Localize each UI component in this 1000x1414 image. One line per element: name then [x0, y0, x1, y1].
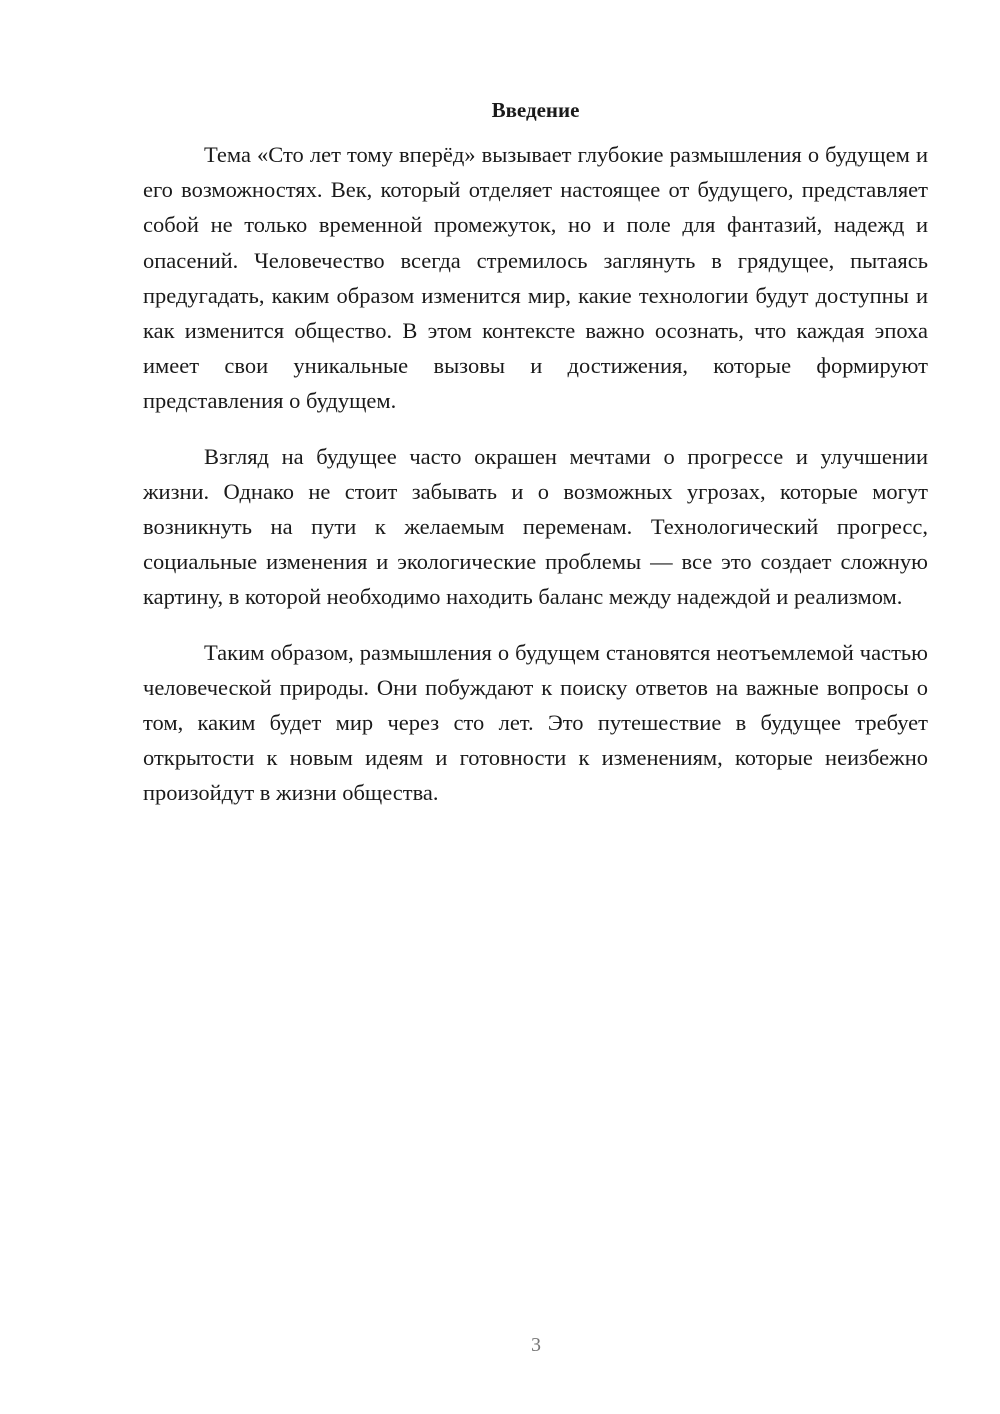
page-content — [143, 95, 928, 831]
paragraph-3: Таким образом, размышления о будущем становятся неотъемлемой частью человеческой природы. Они побуждают к поиску ответов на важные вопросы о том, каким будет мир через сто лет. Это путешествие в будущее требует открытости к новым идеям и готовности к изменениям, которые неизбежно произойдут в жизни общества. — [143, 639, 928, 806]
page-number: 3 — [531, 1334, 541, 1356]
paragraph-2: Взгляд на будущее часто окрашен мечтами о прогрессе и улучшении жизни. Однако не стоит забывать и о возможных угрозах, которые могут возникнуть на пути к желаемым переменам. Технологический прогресс, социальные изменения и экологические проблемы — все это создает сложную картину, в которой необходимо находить баланс между надеждой и реализмом. — [143, 443, 928, 610]
paragraph-1: Тема «Сто лет тому вперёд» вызывает глубокие размышления о будущем и его возможностях. Век, который отделяет настоящее от будущего, представляет собой не только временной промежуток, но и поле для фантазий, надежд и опасений. Человечество всегда стремилось заглянуть в грядущее, пытаясь предугадать, каким образом изменится мир, какие технологии будут доступны и как изменится общество. В этом контексте важно осознать, что каждая эпоха имеет свои уникальные вызовы и достижения, которые формируют представления о будущем. — [143, 142, 928, 414]
section-title: Введение — [491, 98, 580, 122]
